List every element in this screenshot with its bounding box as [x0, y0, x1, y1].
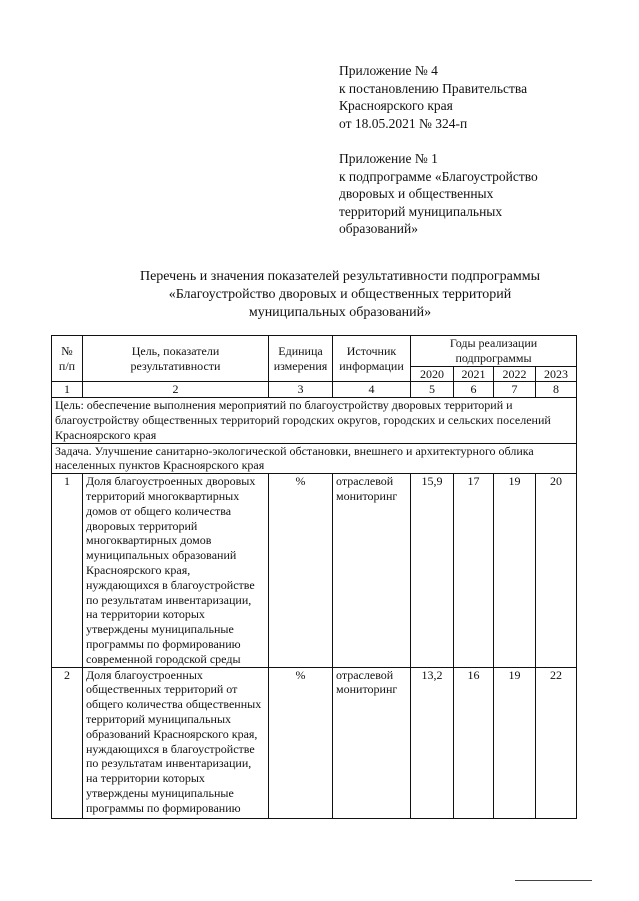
- header-line: территорий муниципальных: [339, 203, 503, 219]
- value-2021: 17: [454, 474, 494, 667]
- title-line: «Благоустройство дворовых и общественных территорий: [168, 287, 512, 302]
- header-year: 2020: [411, 366, 454, 382]
- appendix-4-header: [339, 62, 527, 132]
- task-text: Задача. Улучшение санитарно-экологической обстановки, внешнего и архитектурного облика населенных пунктов Красноярского края: [52, 443, 577, 474]
- column-number: 5: [411, 382, 454, 398]
- header-line: дворовых и общественных: [339, 186, 494, 201]
- table-header-row: [52, 336, 577, 367]
- header-line: к подпрограмме «Благоустройство: [339, 168, 538, 184]
- value-2020: 13,2: [411, 667, 454, 818]
- header-line: от 18.05.2021 № 324-п: [339, 115, 468, 131]
- document-title: [60, 268, 620, 322]
- goal-row: [52, 398, 577, 443]
- header-line: Приложение № 4: [339, 63, 438, 78]
- table-row: [52, 474, 577, 667]
- indicators-table: [51, 335, 577, 819]
- indicator-text-clipped: Доля благоустроенных общественных территорий от общего количества общественных территорий муниципальных образований Красноярского края, нуждающихся в благоустройстве по результатам инвентаризации, на территории которых утверждены муниципальные программы по формированию: [86, 667, 262, 815]
- row-number: 2: [52, 667, 83, 818]
- header-source: Источник информации: [333, 336, 411, 382]
- column-number: 4: [333, 382, 411, 398]
- column-number: 8: [536, 382, 577, 398]
- column-number: 7: [494, 382, 536, 398]
- column-numbers-row: [52, 382, 577, 398]
- header-line: Красноярского края: [339, 98, 453, 113]
- task-row: [52, 443, 577, 474]
- value-2021: 16: [454, 667, 494, 818]
- column-number: 6: [454, 382, 494, 398]
- header-unit: Единица измерения: [269, 336, 333, 382]
- header-num: № п/п: [52, 336, 83, 382]
- value-2023: 22: [536, 667, 577, 818]
- value-2020: 15,9: [411, 474, 454, 667]
- header-line: к постановлению Правительства: [339, 80, 528, 96]
- row-number: 1: [52, 474, 83, 667]
- title-line: муниципальных образований»: [248, 305, 432, 320]
- header-years-group: Годы реализации подпрограммы: [411, 336, 577, 367]
- header-year: 2021: [454, 366, 494, 382]
- column-number: 2: [83, 382, 269, 398]
- appendix-1-header: [339, 150, 538, 238]
- value-2022: 19: [494, 667, 536, 818]
- source-cell: отраслевой мониторинг: [333, 667, 411, 818]
- header-line: образований»: [339, 221, 418, 236]
- footer-rule: [515, 880, 592, 881]
- header-line: Приложение № 1: [339, 151, 438, 166]
- header-year: 2022: [494, 366, 536, 382]
- indicator-text: Доля благоустроенных дворовых территорий многоквартирных домов от общего количества дворовых территорий многоквартирных домов муниципальных образований Красноярского края, нуждающихся в благоустройстве по результатам инвентаризации, на территории которых утверждены муниципальные программы по формированию современной городской среды: [83, 474, 269, 667]
- value-2022: 19: [494, 474, 536, 667]
- table-row: [52, 667, 577, 818]
- indicator-text: [83, 667, 269, 818]
- column-number: 3: [269, 382, 333, 398]
- goal-text: Цель: обеспечение выполнения мероприятий по благоустройству дворовых территорий и благоустройству общественных территорий городских округов, городских и сельских поселений Красноярского края: [52, 398, 577, 443]
- column-number: 1: [52, 382, 83, 398]
- header-goal: Цель, показатели результативности: [83, 336, 269, 382]
- unit-cell: %: [269, 667, 333, 818]
- value-2023: 20: [536, 474, 577, 667]
- header-year: 2023: [536, 366, 577, 382]
- title-line: Перечень и значения показателей результативности подпрограммы: [139, 269, 541, 284]
- source-cell: отраслевой мониторинг: [333, 474, 411, 667]
- unit-cell: %: [269, 474, 333, 667]
